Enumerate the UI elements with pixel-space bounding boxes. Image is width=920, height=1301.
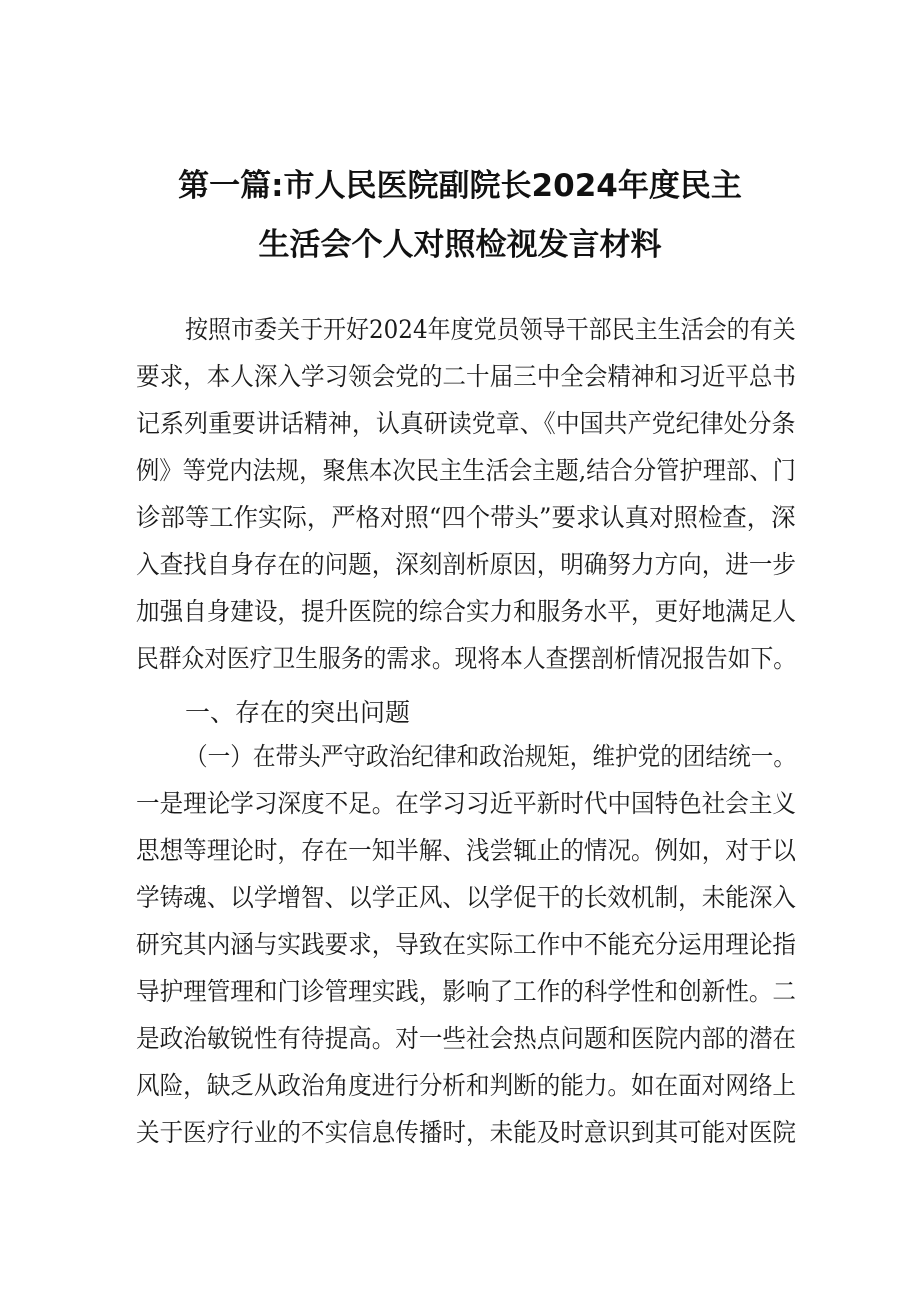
document-title-line-2: 生活会个人对照检视发言材料	[258, 227, 662, 263]
paragraph-line: 学铸魂、以学增智、以学正风、以学促干的长效机制，未能深入	[136, 883, 797, 912]
paragraph-line: 例》等党内法规，聚焦本次民主生活会主题,结合分管护理部、门	[136, 456, 796, 485]
paragraph-line: 民群众对医疗卫生服务的需求。现将本人查摆剖析情况报告如下。	[136, 644, 797, 673]
paragraph-line: 是政治敏锐性有待提高。对一些社会热点问题和医院内部的潜在	[136, 1024, 797, 1053]
paragraph-line: 关于医疗行业的不实信息传播时，未能及时意识到其可能对医院	[136, 1118, 797, 1147]
paragraph-line: （一）在带头严守政治纪律和政治规矩，维护党的团结统一。	[185, 742, 797, 771]
paragraph-line: 研究其内涵与实践要求，导致在实际工作中不能充分运用理论指	[136, 930, 797, 959]
paragraph-line: 按照市委关于开好2024年度党员领导干部民主生活会的有关	[185, 315, 796, 344]
paragraph-line: 一是理论学习深度不足。在学习习近平新时代中国特色社会主义	[136, 789, 797, 818]
paragraph-line: 入查找自身存在的问题，深刻剖析原因，明确努力方向，进一步	[136, 550, 797, 579]
section-heading: 一、存在的突出问题	[185, 698, 411, 727]
paragraph-line: 导护理管理和门诊管理实践，影响了工作的科学性和创新性。二	[136, 977, 797, 1006]
paragraph-line: 思想等理论时，存在一知半解、浅尝辄止的情况。例如，对于以	[136, 836, 797, 865]
document-title-line-1: 第一篇:市人民医院副院长2024年度民主	[178, 168, 742, 204]
paragraph-line: 诊部等工作实际，严格对照“四个带头”要求认真对照检查，深	[136, 503, 796, 532]
paragraph-line: 风险，缺乏从政治角度进行分析和判断的能力。如在面对网络上	[136, 1071, 797, 1100]
paragraph-line: 要求，本人深入学习领会党的二十届三中全会精神和习近平总书	[136, 362, 797, 391]
paragraph-line: 加强自身建设，提升医院的综合实力和服务水平，更好地满足人	[136, 597, 797, 626]
paragraph-line: 记系列重要讲话精神，认真研读党章、《中国共产党纪律处分条	[136, 409, 796, 438]
